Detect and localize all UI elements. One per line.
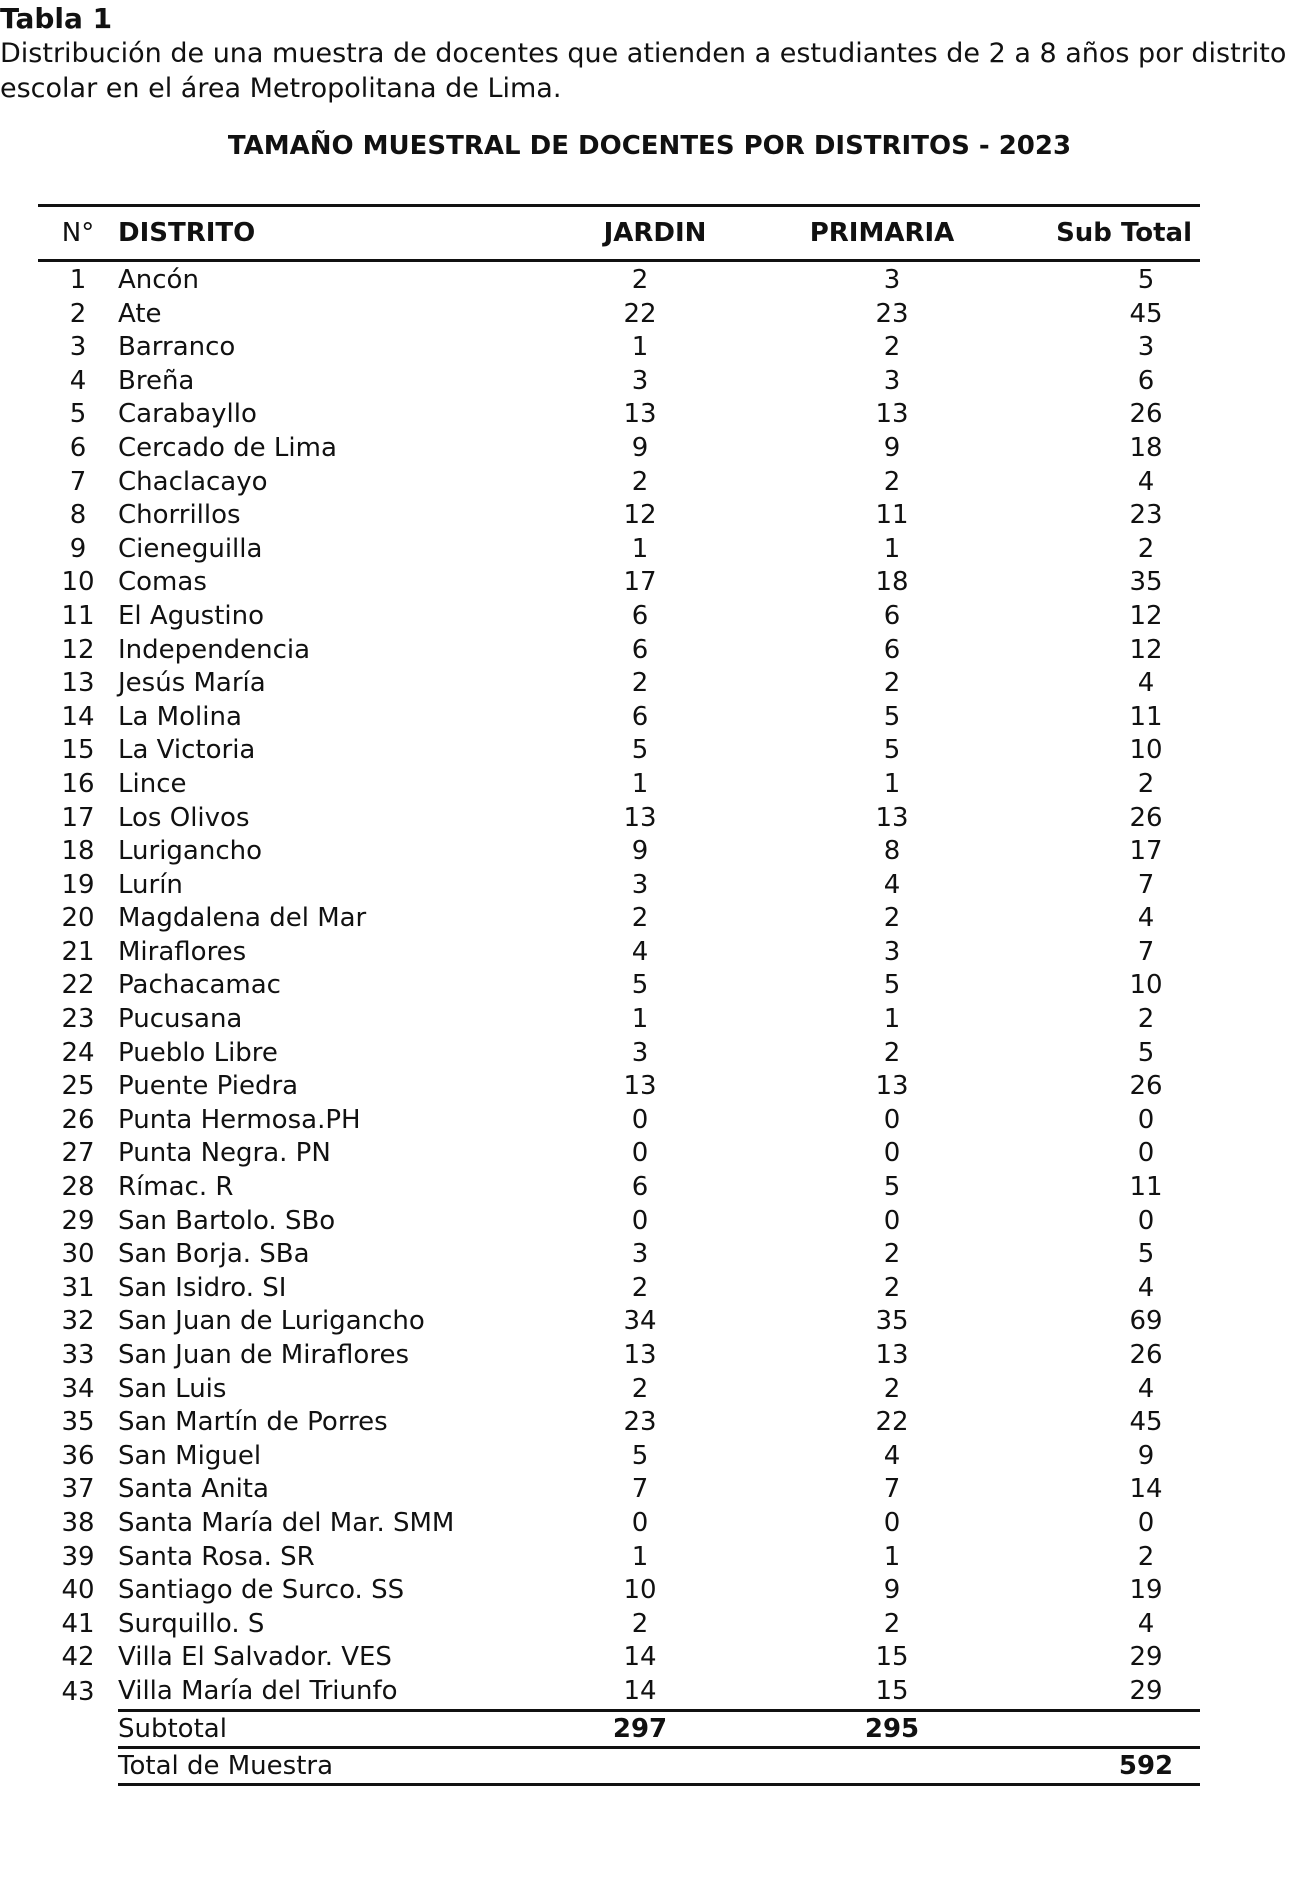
row-primaria: 2: [883, 1373, 901, 1404]
row-subtotal: 2: [1137, 533, 1155, 564]
row-jardin: 5: [631, 970, 649, 1001]
row-district: Puente Piedra: [118, 1071, 299, 1102]
row-jardin: 2: [631, 1608, 649, 1639]
row-primaria: 2: [883, 332, 901, 363]
row-district: Santa Rosa. SR: [118, 1541, 315, 1572]
row-primaria: 13: [875, 1340, 909, 1370]
row-jardin: 9: [631, 432, 649, 463]
row-number: 8: [69, 500, 87, 531]
row-jardin: 6: [631, 634, 649, 665]
row-subtotal: 45: [1129, 298, 1163, 329]
row-jardin: 4: [631, 936, 649, 967]
row-primaria: 23: [875, 298, 909, 329]
row-district: Pueblo Libre: [118, 1037, 278, 1068]
row-number: 17: [61, 802, 95, 833]
row-jardin: 2: [631, 668, 649, 699]
row-subtotal: 26: [1129, 1340, 1163, 1370]
row-subtotal: 29: [1129, 1675, 1163, 1706]
table-row: [38, 298, 1200, 332]
row-number: 38: [61, 1507, 95, 1538]
row-subtotal: 0: [1137, 1138, 1155, 1169]
row-subtotal: 45: [1129, 1407, 1163, 1438]
row-number: 19: [61, 869, 95, 900]
row-jardin: 6: [631, 701, 649, 732]
table-row: [38, 1104, 1200, 1138]
row-number: 2: [69, 298, 87, 329]
row-subtotal: 69: [1129, 1306, 1163, 1337]
row-number: 43: [61, 1676, 95, 1707]
row-primaria: 13: [875, 1071, 909, 1102]
table-row: [38, 869, 1200, 903]
row-number: 33: [61, 1340, 95, 1370]
row-subtotal: 29: [1129, 1642, 1163, 1673]
table-row: [38, 1440, 1200, 1474]
row-number: 3: [69, 332, 87, 363]
row-district: Carabayllo: [118, 399, 257, 430]
row-subtotal: 11: [1129, 701, 1163, 732]
row-primaria: 0: [883, 1138, 901, 1169]
table-row: [38, 1339, 1200, 1373]
row-subtotal: 23: [1129, 500, 1163, 531]
table-row: [38, 1406, 1200, 1440]
row-jardin: 5: [631, 735, 649, 766]
row-number: 37: [61, 1474, 95, 1505]
total-primaria-empty: [772, 1747, 992, 1784]
row-subtotal: 2: [1137, 768, 1155, 799]
row-subtotal: 4: [1137, 903, 1155, 934]
row-jardin: 1: [631, 533, 649, 564]
row-jardin: 5: [631, 1440, 649, 1471]
row-primaria: 1: [883, 1004, 901, 1035]
row-jardin: 13: [623, 399, 657, 430]
row-primaria: 3: [883, 265, 901, 295]
row-jardin: 0: [631, 1138, 649, 1169]
row-district: Barranco: [118, 332, 236, 363]
table-caption-label: Tabla 1: [0, 2, 113, 35]
row-number: 41: [61, 1608, 95, 1639]
table-row: [38, 1003, 1200, 1037]
row-number: 1: [69, 265, 87, 295]
subtotal-spacer: [38, 1710, 118, 1747]
row-number: 25: [61, 1071, 95, 1102]
row-district: Ancón: [118, 265, 199, 295]
row-jardin: 1: [631, 768, 649, 799]
table-row: [38, 432, 1200, 466]
row-subtotal: 10: [1129, 735, 1163, 766]
table-row: [38, 1574, 1200, 1608]
total-value: 592: [992, 1747, 1200, 1784]
table-row: [38, 365, 1200, 399]
row-district: Punta Negra. PN: [118, 1138, 331, 1169]
row-primaria: 15: [875, 1642, 909, 1673]
row-subtotal: 5: [1137, 1239, 1155, 1270]
row-subtotal: 35: [1129, 567, 1163, 598]
row-district: San Bartolo. SBo: [118, 1205, 336, 1236]
table-row: [38, 1608, 1200, 1642]
row-jardin: 2: [631, 466, 649, 497]
row-jardin: 2: [631, 1373, 649, 1404]
header-jardin: JARDIN: [538, 206, 772, 261]
row-jardin: 3: [631, 1037, 649, 1068]
row-subtotal: 19: [1129, 1575, 1163, 1606]
table-row: [38, 331, 1200, 365]
row-number: 22: [61, 970, 95, 1001]
row-subtotal: 2: [1137, 1004, 1155, 1035]
row-number: 32: [61, 1306, 95, 1337]
row-jardin: 3: [631, 1239, 649, 1270]
row-primaria: 2: [883, 668, 901, 699]
row-jardin: 22: [623, 298, 657, 329]
table-row: [38, 1541, 1200, 1575]
table-row: [38, 1305, 1200, 1339]
row-subtotal: 26: [1129, 399, 1163, 430]
row-number: 42: [61, 1642, 95, 1673]
row-subtotal: 7: [1137, 869, 1155, 900]
row-subtotal: 4: [1137, 1373, 1155, 1404]
row-jardin: 13: [623, 1071, 657, 1102]
row-subtotal: 18: [1129, 432, 1163, 463]
row-jardin: 6: [631, 1172, 649, 1203]
row-district: La Victoria: [118, 735, 256, 766]
row-number: 5: [69, 399, 87, 430]
row-jardin: 13: [623, 802, 657, 833]
table-row: [38, 634, 1200, 668]
table-title: TAMAÑO MUESTRAL DE DOCENTES POR DISTRITOS - 2023: [227, 131, 1072, 161]
row-subtotal: 0: [1137, 1507, 1155, 1538]
row-number: 15: [61, 735, 95, 766]
row-subtotal: 12: [1129, 634, 1163, 665]
table-caption: [0, 2, 1299, 106]
row-primaria: 2: [883, 1239, 901, 1270]
row-subtotal: 4: [1137, 668, 1155, 699]
row-subtotal: 10: [1129, 970, 1163, 1001]
row-subtotal: 9: [1137, 1440, 1155, 1471]
row-district: El Agustino: [118, 600, 265, 631]
row-primaria: 0: [883, 1507, 901, 1538]
row-primaria: 2: [883, 903, 901, 934]
row-jardin: 3: [631, 365, 649, 396]
row-district: Santiago de Surco. SS: [118, 1575, 405, 1606]
total-label: Total de Muestra: [118, 1747, 538, 1784]
row-district: San Miguel: [118, 1440, 262, 1471]
row-subtotal: 4: [1137, 1608, 1155, 1639]
row-district: Lince: [118, 768, 187, 799]
table-row: [38, 667, 1200, 701]
row-number: 14: [61, 701, 95, 732]
row-number: 29: [61, 1205, 95, 1236]
row-subtotal: 26: [1129, 802, 1163, 833]
table-row: [38, 1272, 1200, 1306]
row-primaria: 11: [875, 500, 909, 531]
table-row: [38, 1373, 1200, 1407]
row-subtotal: 17: [1129, 836, 1163, 867]
table-row: [38, 1171, 1200, 1205]
row-district: Independencia: [118, 634, 311, 665]
row-primaria: 5: [883, 701, 901, 732]
row-district: Santa Anita: [118, 1474, 269, 1505]
row-district: San Isidro. SI: [118, 1272, 287, 1303]
row-district: Ate: [118, 298, 162, 329]
row-jardin: 10: [623, 1575, 657, 1606]
row-number: 13: [61, 668, 95, 699]
row-district: San Martín de Porres: [118, 1407, 388, 1438]
table-body: [38, 261, 1200, 1711]
table-row: [38, 969, 1200, 1003]
table-row: [38, 261, 1200, 298]
table-row: [38, 1205, 1200, 1239]
header-subtotal: Sub Total: [992, 206, 1200, 261]
row-jardin: 0: [631, 1507, 649, 1538]
table-row: [38, 1238, 1200, 1272]
row-number: 40: [61, 1575, 95, 1606]
row-jardin: 14: [623, 1675, 657, 1706]
row-number: 39: [61, 1541, 95, 1572]
row-subtotal: 0: [1137, 1104, 1155, 1135]
row-number: 20: [61, 903, 95, 934]
row-district: Rímac. R: [118, 1172, 234, 1203]
row-district: Miraflores: [118, 936, 247, 967]
row-jardin: 6: [631, 600, 649, 631]
row-number: 30: [61, 1239, 95, 1270]
subtotal-jardin: 297: [538, 1710, 772, 1747]
row-jardin: 12: [623, 500, 657, 531]
row-district: Pucusana: [118, 1004, 243, 1035]
row-number: 9: [69, 533, 87, 564]
table-row: [38, 1675, 1200, 1710]
row-jardin: 9: [631, 836, 649, 867]
row-district: Magdalena del Mar: [118, 903, 367, 934]
table-row: [38, 1070, 1200, 1104]
table-row: [38, 1037, 1200, 1071]
row-district: San Juan de Miraflores: [118, 1340, 409, 1370]
row-primaria: 18: [875, 567, 909, 598]
row-primaria: 2: [883, 466, 901, 497]
row-jardin: 2: [631, 903, 649, 934]
row-subtotal: 4: [1137, 466, 1155, 497]
table-row: [38, 1137, 1200, 1171]
row-jardin: 1: [631, 1004, 649, 1035]
table-row: [38, 600, 1200, 634]
row-district: San Juan de Lurigancho: [118, 1306, 425, 1337]
row-jardin: 1: [631, 1541, 649, 1572]
subtotal-primaria: 295: [772, 1710, 992, 1747]
row-primaria: 2: [883, 1037, 901, 1068]
row-primaria: 9: [883, 432, 901, 463]
row-jardin: 14: [623, 1642, 657, 1673]
row-number: 11: [61, 600, 95, 631]
row-number: 26: [61, 1104, 95, 1135]
row-jardin: 1: [631, 332, 649, 363]
table-row: [38, 835, 1200, 869]
row-number: 23: [61, 1004, 95, 1035]
row-primaria: 9: [883, 1575, 901, 1606]
row-subtotal: 2: [1137, 1541, 1155, 1572]
row-jardin: 2: [631, 265, 649, 295]
row-district: Chorrillos: [118, 500, 241, 531]
table-row: [38, 802, 1200, 836]
row-subtotal: 5: [1137, 1037, 1155, 1068]
table-row: [38, 1641, 1200, 1675]
row-number: 24: [61, 1037, 95, 1068]
row-district: Chaclacayo: [118, 466, 268, 497]
table-row: [38, 936, 1200, 970]
row-district: Breña: [118, 365, 195, 396]
row-jardin: 0: [631, 1104, 649, 1135]
row-number: 34: [61, 1373, 95, 1404]
row-primaria: 3: [883, 365, 901, 396]
row-primaria: 5: [883, 970, 901, 1001]
row-subtotal: 0: [1137, 1205, 1155, 1236]
row-primaria: 0: [883, 1104, 901, 1135]
row-district: Jesús María: [118, 668, 266, 699]
row-number: 7: [69, 466, 87, 497]
row-subtotal: 14: [1129, 1474, 1163, 1505]
sample-size-table: [38, 204, 1200, 1786]
row-primaria: 7: [883, 1474, 901, 1505]
row-number: 12: [61, 634, 95, 665]
row-primaria: 5: [883, 1172, 901, 1203]
row-primaria: 2: [883, 1608, 901, 1639]
row-district: Lurigancho: [118, 836, 263, 867]
table-row: [38, 533, 1200, 567]
row-subtotal: 6: [1137, 365, 1155, 396]
row-district: Pachacamac: [118, 970, 281, 1001]
row-primaria: 4: [883, 1440, 901, 1471]
row-jardin: 0: [631, 1205, 649, 1236]
subtotal-row: [38, 1710, 1200, 1747]
row-jardin: 3: [631, 869, 649, 900]
row-primaria: 15: [875, 1675, 909, 1706]
row-primaria: 5: [883, 735, 901, 766]
row-subtotal: 3: [1137, 332, 1155, 363]
row-primaria: 6: [883, 600, 901, 631]
row-district: Lurín: [118, 869, 183, 900]
row-number: 35: [61, 1407, 95, 1438]
total-row: [38, 1747, 1200, 1784]
table-row: [38, 1473, 1200, 1507]
row-number: 36: [61, 1440, 95, 1471]
row-subtotal: 5: [1137, 265, 1155, 295]
header-primaria: PRIMARIA: [772, 206, 992, 261]
row-subtotal: 12: [1129, 600, 1163, 631]
table-row: [38, 902, 1200, 936]
row-primaria: 13: [875, 399, 909, 430]
row-jardin: 34: [623, 1306, 657, 1337]
row-district: Villa El Salvador. VES: [118, 1642, 392, 1673]
table-row: [38, 1507, 1200, 1541]
row-district: Comas: [118, 567, 207, 598]
subtotal-empty: [992, 1710, 1200, 1747]
row-district: Santa María del Mar. SMM: [118, 1507, 455, 1538]
row-primaria: 2: [883, 1272, 901, 1303]
subtotal-label: Subtotal: [118, 1710, 538, 1747]
table-row: [38, 398, 1200, 432]
row-primaria: 1: [883, 533, 901, 564]
row-subtotal: 7: [1137, 936, 1155, 967]
total-jardin-empty: [538, 1747, 772, 1784]
row-district: San Borja. SBa: [118, 1239, 310, 1270]
row-jardin: 13: [623, 1340, 657, 1370]
header-num: N°: [38, 206, 118, 261]
row-primaria: 1: [883, 1541, 901, 1572]
table-header-row: [38, 206, 1200, 261]
row-district: Punta Hermosa.PH: [118, 1104, 361, 1135]
row-number: 4: [69, 365, 87, 396]
row-primaria: 4: [883, 869, 901, 900]
row-number: 16: [61, 768, 95, 799]
row-primaria: 3: [883, 936, 901, 967]
row-district: Cieneguilla: [118, 533, 263, 564]
row-number: 10: [61, 567, 95, 598]
row-subtotal: 11: [1129, 1172, 1163, 1203]
table-row: [38, 768, 1200, 802]
row-primaria: 8: [883, 836, 901, 867]
row-district: San Luis: [118, 1373, 227, 1404]
row-primaria: 35: [875, 1306, 909, 1337]
table-row: [38, 499, 1200, 533]
table-row: [38, 566, 1200, 600]
total-spacer: [38, 1747, 118, 1784]
row-subtotal: 4: [1137, 1272, 1155, 1303]
row-number: 28: [61, 1172, 95, 1203]
header-district: DISTRITO: [118, 206, 538, 261]
row-number: 6: [69, 432, 87, 463]
table-caption-text: Distribución de una muestra de docentes que atienden a estudiantes de 2 a 8 años por distrito escolar en el área Metropolitana de Lima.: [0, 38, 1287, 104]
row-subtotal: 26: [1129, 1071, 1163, 1102]
table-row: [38, 701, 1200, 735]
row-primaria: 6: [883, 634, 901, 665]
row-district: Villa María del Triunfo: [118, 1675, 398, 1706]
row-primaria: 13: [875, 802, 909, 833]
row-number: 27: [61, 1138, 95, 1169]
table-row: [38, 466, 1200, 500]
row-number: 18: [61, 836, 95, 867]
row-district: La Molina: [118, 701, 242, 732]
row-district: Los Olivos: [118, 802, 250, 833]
row-jardin: 2: [631, 1272, 649, 1303]
row-jardin: 17: [623, 567, 657, 598]
row-primaria: 0: [883, 1205, 901, 1236]
row-district: Surquillo. S: [118, 1608, 265, 1639]
row-district: Cercado de Lima: [118, 432, 337, 463]
row-jardin: 23: [623, 1407, 657, 1438]
row-number: 21: [61, 936, 95, 967]
row-number: 31: [61, 1272, 95, 1303]
row-jardin: 7: [631, 1474, 649, 1505]
row-primaria: 1: [883, 768, 901, 799]
table-row: [38, 734, 1200, 768]
row-primaria: 22: [875, 1407, 909, 1438]
